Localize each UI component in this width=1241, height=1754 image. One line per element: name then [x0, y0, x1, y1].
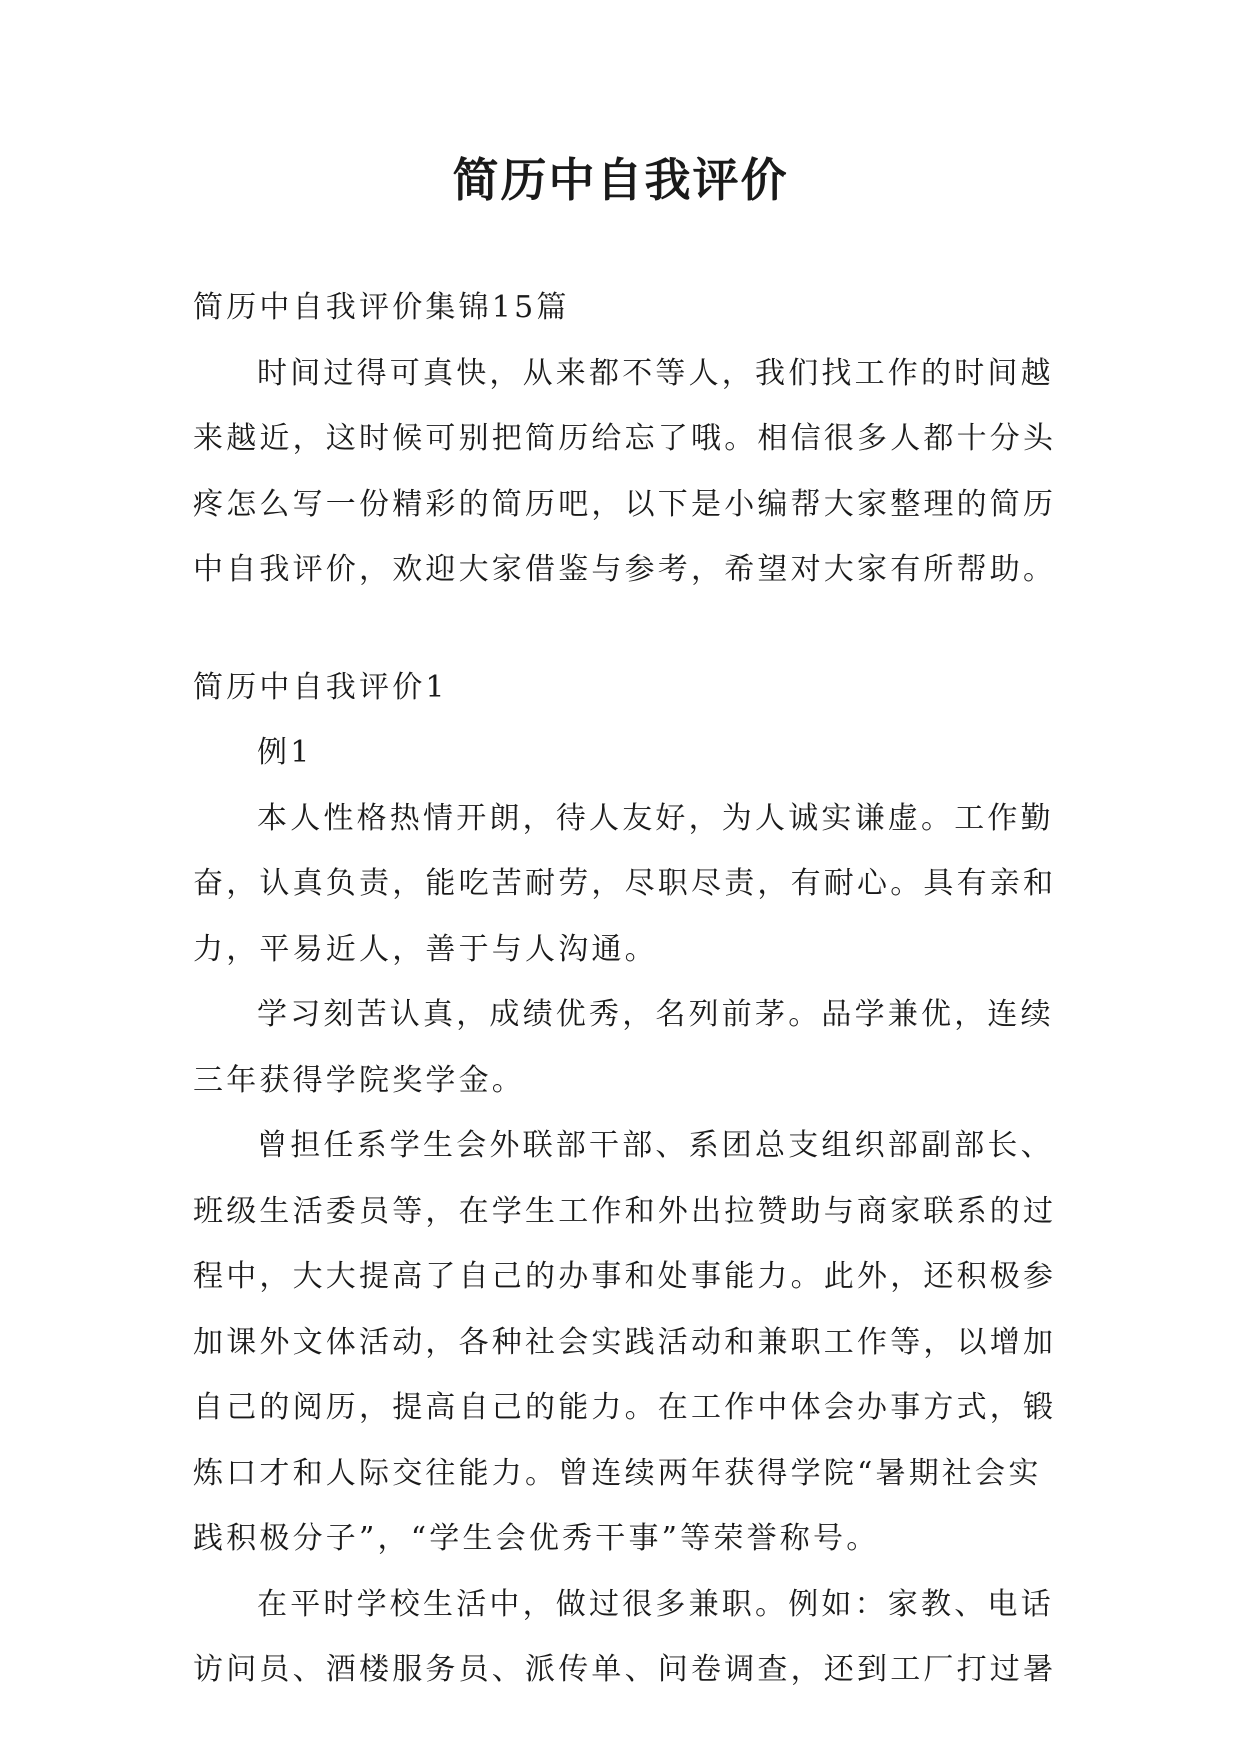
paragraph-line: 炼口才和人际交往能力。曾连续两年获得学院“暑期社会实 — [193, 1455, 1042, 1491]
paragraph-line: 在平时学校生活中，做过很多兼职。例如：家教、电话 — [257, 1586, 1054, 1622]
example-label: 例1 — [257, 735, 313, 770]
paragraph-line: 本人性格热情开朗，待人友好，为人诚实谦虚。工作勤 — [257, 800, 1054, 836]
paragraph-line: 学习刻苦认真，成绩优秀，名列前茅。品学兼优，连续 — [257, 997, 1054, 1032]
paragraph-line: 践积极分子”，“学生会优秀干事”等荣誉称号。 — [193, 1521, 880, 1556]
intro-line: 时间过得可真快，从来都不等人，我们找工作的时间越 — [257, 355, 1054, 391]
document-title: 简历中自我评价 — [452, 153, 789, 207]
paragraph-line: 程中，大大提高了自己的办事和处事能力。此外，还积极参 — [193, 1259, 1057, 1294]
document-subtitle: 简历中自我评价集锦15篇 — [193, 290, 570, 325]
paragraph-line: 三年获得学院奖学金。 — [193, 1062, 525, 1098]
paragraph-line: 加课外文体活动，各种社会实践活动和兼职工作等，以增加 — [193, 1324, 1057, 1360]
paragraph-line: 曾担任系学生会外联部干部、系团总支组织部副部长、 — [257, 1128, 1054, 1163]
intro-line: 中自我评价，欢迎大家借鉴与参考，希望对大家有所帮助。 — [193, 552, 1057, 587]
intro-line: 来越近，这时候可别把简历给忘了哦。相信很多人都十分头 — [193, 421, 1057, 456]
paragraph-line: 奋，认真负责，能吃苦耐劳，尽职尽责，有耐心。具有亲和 — [193, 866, 1057, 901]
paragraph-line: 访问员、酒楼服务员、派传单、问卷调查，还到工厂打过暑 — [193, 1652, 1057, 1687]
paragraph-line: 班级生活委员等，在学生工作和外出拉赞助与商家联系的过 — [193, 1193, 1057, 1229]
section-spacer — [193, 616, 1073, 668]
section-heading: 简历中自我评价1 — [193, 669, 448, 705]
paragraph-line: 自己的阅历，提高自己的能力。在工作中体会办事方式，锻 — [193, 1390, 1057, 1425]
document-body — [193, 288, 1073, 1716]
intro-line: 疼怎么写一份精彩的简历吧，以下是小编帮大家整理的简历 — [193, 486, 1057, 522]
paragraph-line: 力，平易近人，善于与人沟通。 — [193, 931, 658, 967]
